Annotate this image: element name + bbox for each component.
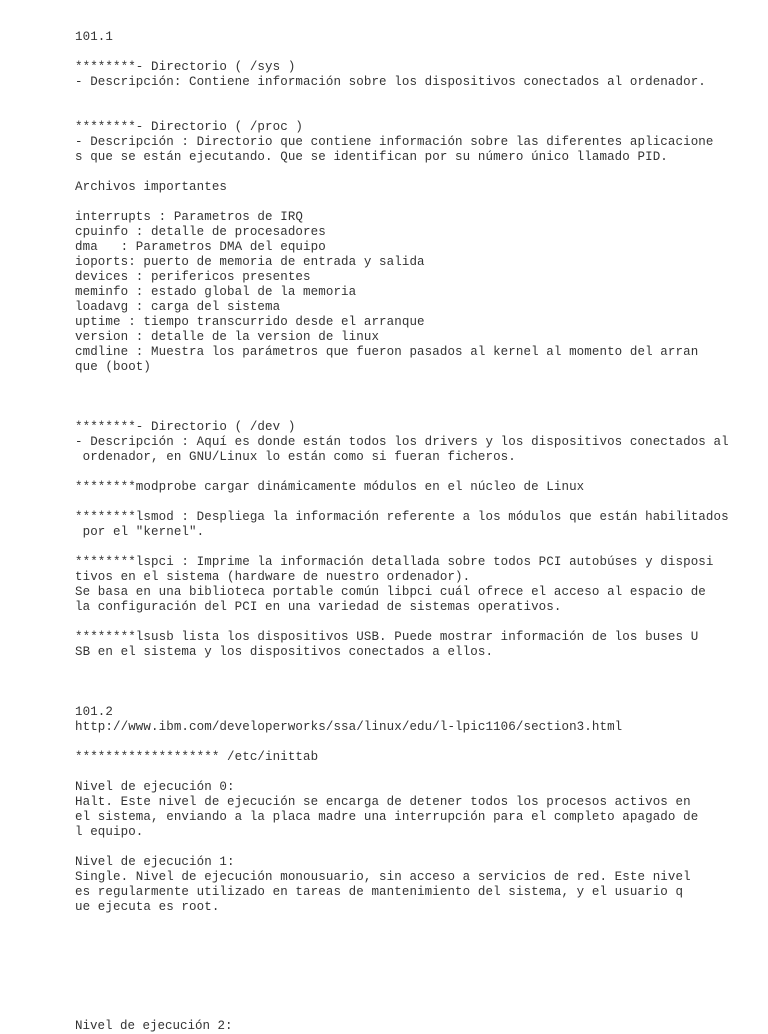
cut-off-text: Nivel de ejecución 2: <box>75 1019 233 1033</box>
text-line: ue ejecuta es root. <box>75 900 220 914</box>
blank-line <box>75 465 745 480</box>
text-line: el sistema, enviando a la placa madre una interrupción para el completo apagado de <box>75 810 699 824</box>
text-line: uptime : tiempo transcurrido desde el arranque <box>75 315 425 329</box>
blank-line <box>75 195 745 210</box>
blank-line <box>75 615 745 630</box>
blank-line <box>75 660 745 675</box>
text-line: 101.1 <box>75 30 114 44</box>
text-line: SB en el sistema y los dispositivos conectados a ellos. <box>75 645 494 659</box>
text-line: ******************* /etc/inittab <box>75 750 319 764</box>
text-line: ********- Directorio ( /sys ) <box>75 60 296 74</box>
text-line: - Descripción: Contiene información sobre los dispositivos conectados al ordenador. <box>75 75 706 89</box>
text-line: la configuración del PCI en una variedad de sistemas operativos. <box>75 600 562 614</box>
text-line: tivos en el sistema (hardware de nuestro ordenador). <box>75 570 471 584</box>
blank-line <box>75 90 745 105</box>
blank-line <box>75 375 745 390</box>
text-line: - Descripción : Aquí es donde están todos los drivers y los dispositivos conectados al <box>75 435 729 449</box>
text-line: interrupts : Parametros de IRQ <box>75 210 304 224</box>
blank-line <box>75 495 745 510</box>
text-line: cpuinfo : detalle de procesadores <box>75 225 326 239</box>
text-line: loadavg : carga del sistema <box>75 300 281 314</box>
text-line: ********- Directorio ( /proc ) <box>75 120 304 134</box>
text-line: Se basa en una biblioteca portable común libpci cuál ofrece el acceso al espacio de <box>75 585 706 599</box>
text-line: por el "kernel". <box>75 525 205 539</box>
text-line: cmdline : Muestra los parámetros que fueron pasados al kernel al momento del arran <box>75 345 699 359</box>
text-line: ********lsmod : Despliega la información referente a los módulos que están habilitados <box>75 510 729 524</box>
text-line: s que se están ejecutando. Que se identifican por su número único llamado PID. <box>75 150 668 164</box>
text-line: dma : Parametros DMA del equipo <box>75 240 326 254</box>
text-line: ********modprobe cargar dinámicamente módulos en el núcleo de Linux <box>75 480 585 494</box>
blank-line <box>75 540 745 555</box>
blank-line <box>75 105 745 120</box>
blank-line <box>75 690 745 705</box>
text-line: ********lspci : Imprime la información detallada sobre todos PCI autobúses y disposi <box>75 555 714 569</box>
blank-line <box>75 675 745 690</box>
text-line: ********- Directorio ( /dev ) <box>75 420 296 434</box>
text-line: http://www.ibm.com/developerworks/ssa/linux/edu/l-lpic1106/section3.html <box>75 720 623 734</box>
blank-line <box>75 840 745 855</box>
text-line: ordenador, en GNU/Linux lo están como si fueran ficheros. <box>75 450 516 464</box>
text-line: Single. Nivel de ejecución monousuario, sin acceso a servicios de red. Este nivel <box>75 870 691 884</box>
text-line: - Descripción : Directorio que contiene información sobre las diferentes aplicacione <box>75 135 714 149</box>
text-line: 101.2 <box>75 705 114 719</box>
text-line: que (boot) <box>75 360 152 374</box>
text-line: Nivel de ejecución 1: <box>75 855 235 869</box>
text-line: ioports: puerto de memoria de entrada y salida <box>75 255 425 269</box>
text-line: ********lsusb lista los dispositivos USB. Puede mostrar información de los buses U <box>75 630 699 644</box>
cut-off-line <box>75 1019 233 1033</box>
blank-line <box>75 390 745 405</box>
text-line: version : detalle de la version de linux <box>75 330 380 344</box>
text-line: Halt. Este nivel de ejecución se encarga de detener todos los procesos activos en <box>75 795 691 809</box>
text-line: Nivel de ejecución 0: <box>75 780 235 794</box>
text-line: es regularmente utilizado en tareas de mantenimiento del sistema, y el usuario q <box>75 885 684 899</box>
blank-line <box>75 165 745 180</box>
blank-line <box>75 45 745 60</box>
blank-line <box>75 765 745 780</box>
document-text <box>75 30 745 915</box>
blank-line <box>75 735 745 750</box>
text-line: devices : perifericos presentes <box>75 270 311 284</box>
text-line: Archivos importantes <box>75 180 228 194</box>
blank-line <box>75 405 745 420</box>
text-line: l equipo. <box>75 825 144 839</box>
text-line: meminfo : estado global de la memoria <box>75 285 357 299</box>
